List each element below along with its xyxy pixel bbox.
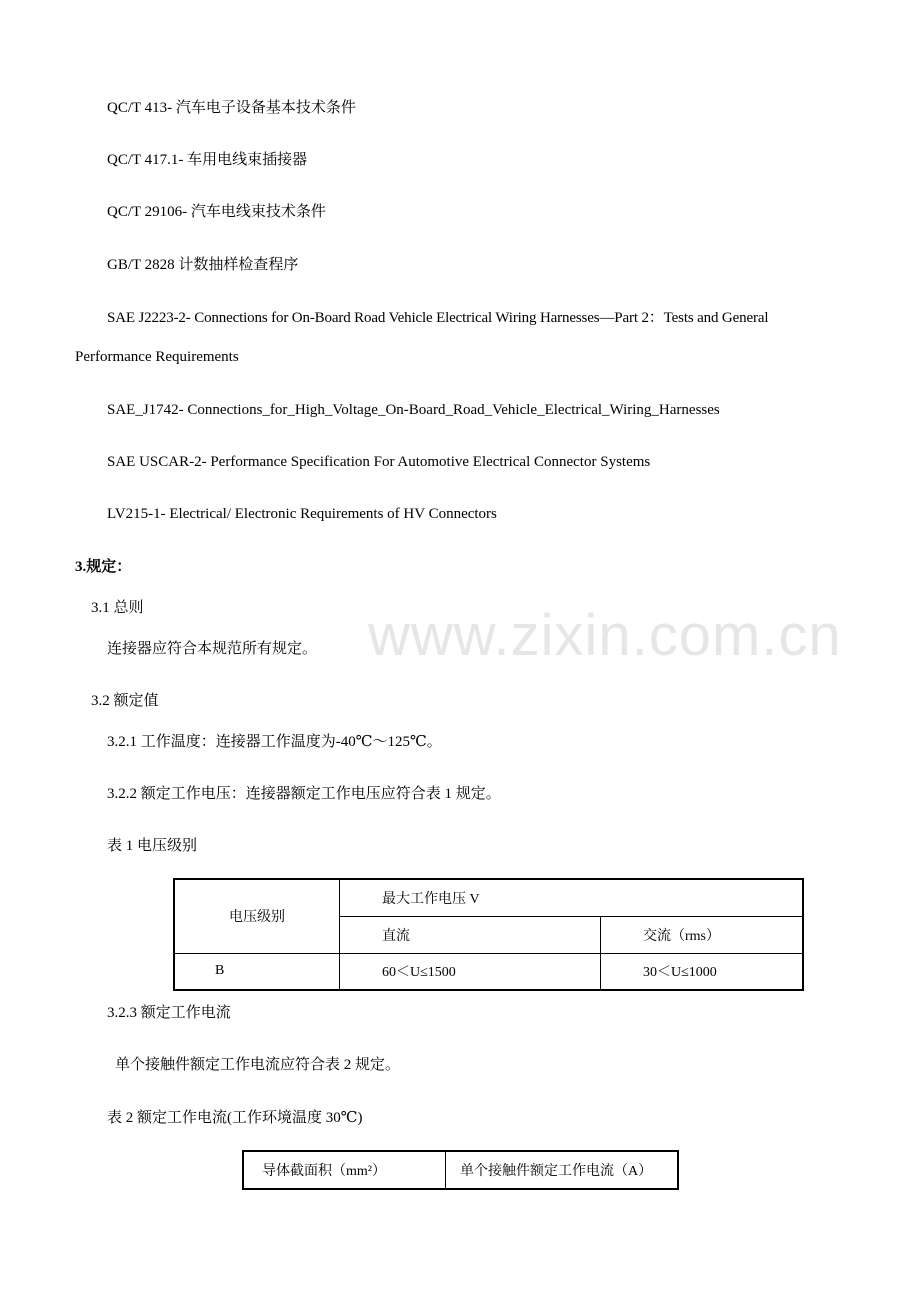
section-3-1-title: 3.1 总则	[91, 600, 144, 616]
table1-header-ac: 交流（rms）	[601, 916, 804, 953]
rated-current-table	[242, 1150, 679, 1190]
table1-cell-ac: 30＜U≤1000	[601, 953, 804, 990]
table1-caption: 表 1 电压级别	[107, 838, 198, 854]
section-3-2-title: 3.2 额定值	[91, 693, 159, 709]
table1-header-dc: 直流	[340, 916, 601, 953]
table2-header-current: 单个接触件额定工作电流（A）	[446, 1151, 679, 1189]
reference-sae-uscar2: SAE USCAR-2- Performance Specification For Automotive Electrical Connector Systems	[107, 454, 651, 470]
reference-qct417: QC/T 417.1- 车用电线束插接器	[107, 152, 308, 168]
table1-cell-dc: 60＜U≤1500	[340, 953, 601, 990]
section-3-2-2: 3.2.2 额定工作电压：连接器额定工作电压应符合表 1 规定。	[107, 786, 501, 802]
reference-sae-j2223: SAE J2223-2- Connections for On-Board Road Vehicle Electrical Wiring Harnesses—Part 2：Tests and General	[107, 310, 769, 326]
section-3-2-3: 3.2.3 额定工作电流	[107, 1005, 231, 1021]
section-3-1-text: 连接器应符合本规范所有规定。	[107, 641, 318, 657]
table2-header-area: 导体截面积（mm²）	[243, 1151, 446, 1189]
table1-cell-class: B	[174, 953, 340, 990]
reference-gbt2828: GB/T 2828 计数抽样检查程序	[107, 257, 299, 273]
table1-header-voltage-class: 电压级别	[174, 879, 340, 953]
section-3-2-1: 3.2.1 工作温度：连接器工作温度为-40℃～125℃。	[107, 734, 442, 750]
table1-header-max-voltage: 最大工作电压 V	[340, 879, 804, 916]
watermark: www.zixin.com.cn	[368, 603, 842, 668]
reference-qct413: QC/T 413- 汽车电子设备基本技术条件	[107, 100, 356, 116]
reference-qct29106: QC/T 29106- 汽车电线束技术条件	[107, 204, 326, 220]
reference-sae-j1742: SAE_J1742- Connections_for_High_Voltage_On-Board_Road_Vehicle_Electrical_Wiring_Harnesses	[107, 402, 720, 418]
table2-caption: 表 2 额定工作电流(工作环境温度 30℃)	[107, 1110, 363, 1126]
reference-lv215: LV215-1- Electrical/ Electronic Requirements of HV Connectors	[107, 506, 497, 522]
reference-sae-j2223-cont: Performance Requirements	[75, 349, 239, 365]
section-3-heading: 3.规定：	[75, 559, 132, 575]
section-3-2-3-text: 单个接触件额定工作电流应符合表 2 规定。	[115, 1057, 401, 1073]
voltage-class-table	[173, 878, 804, 991]
